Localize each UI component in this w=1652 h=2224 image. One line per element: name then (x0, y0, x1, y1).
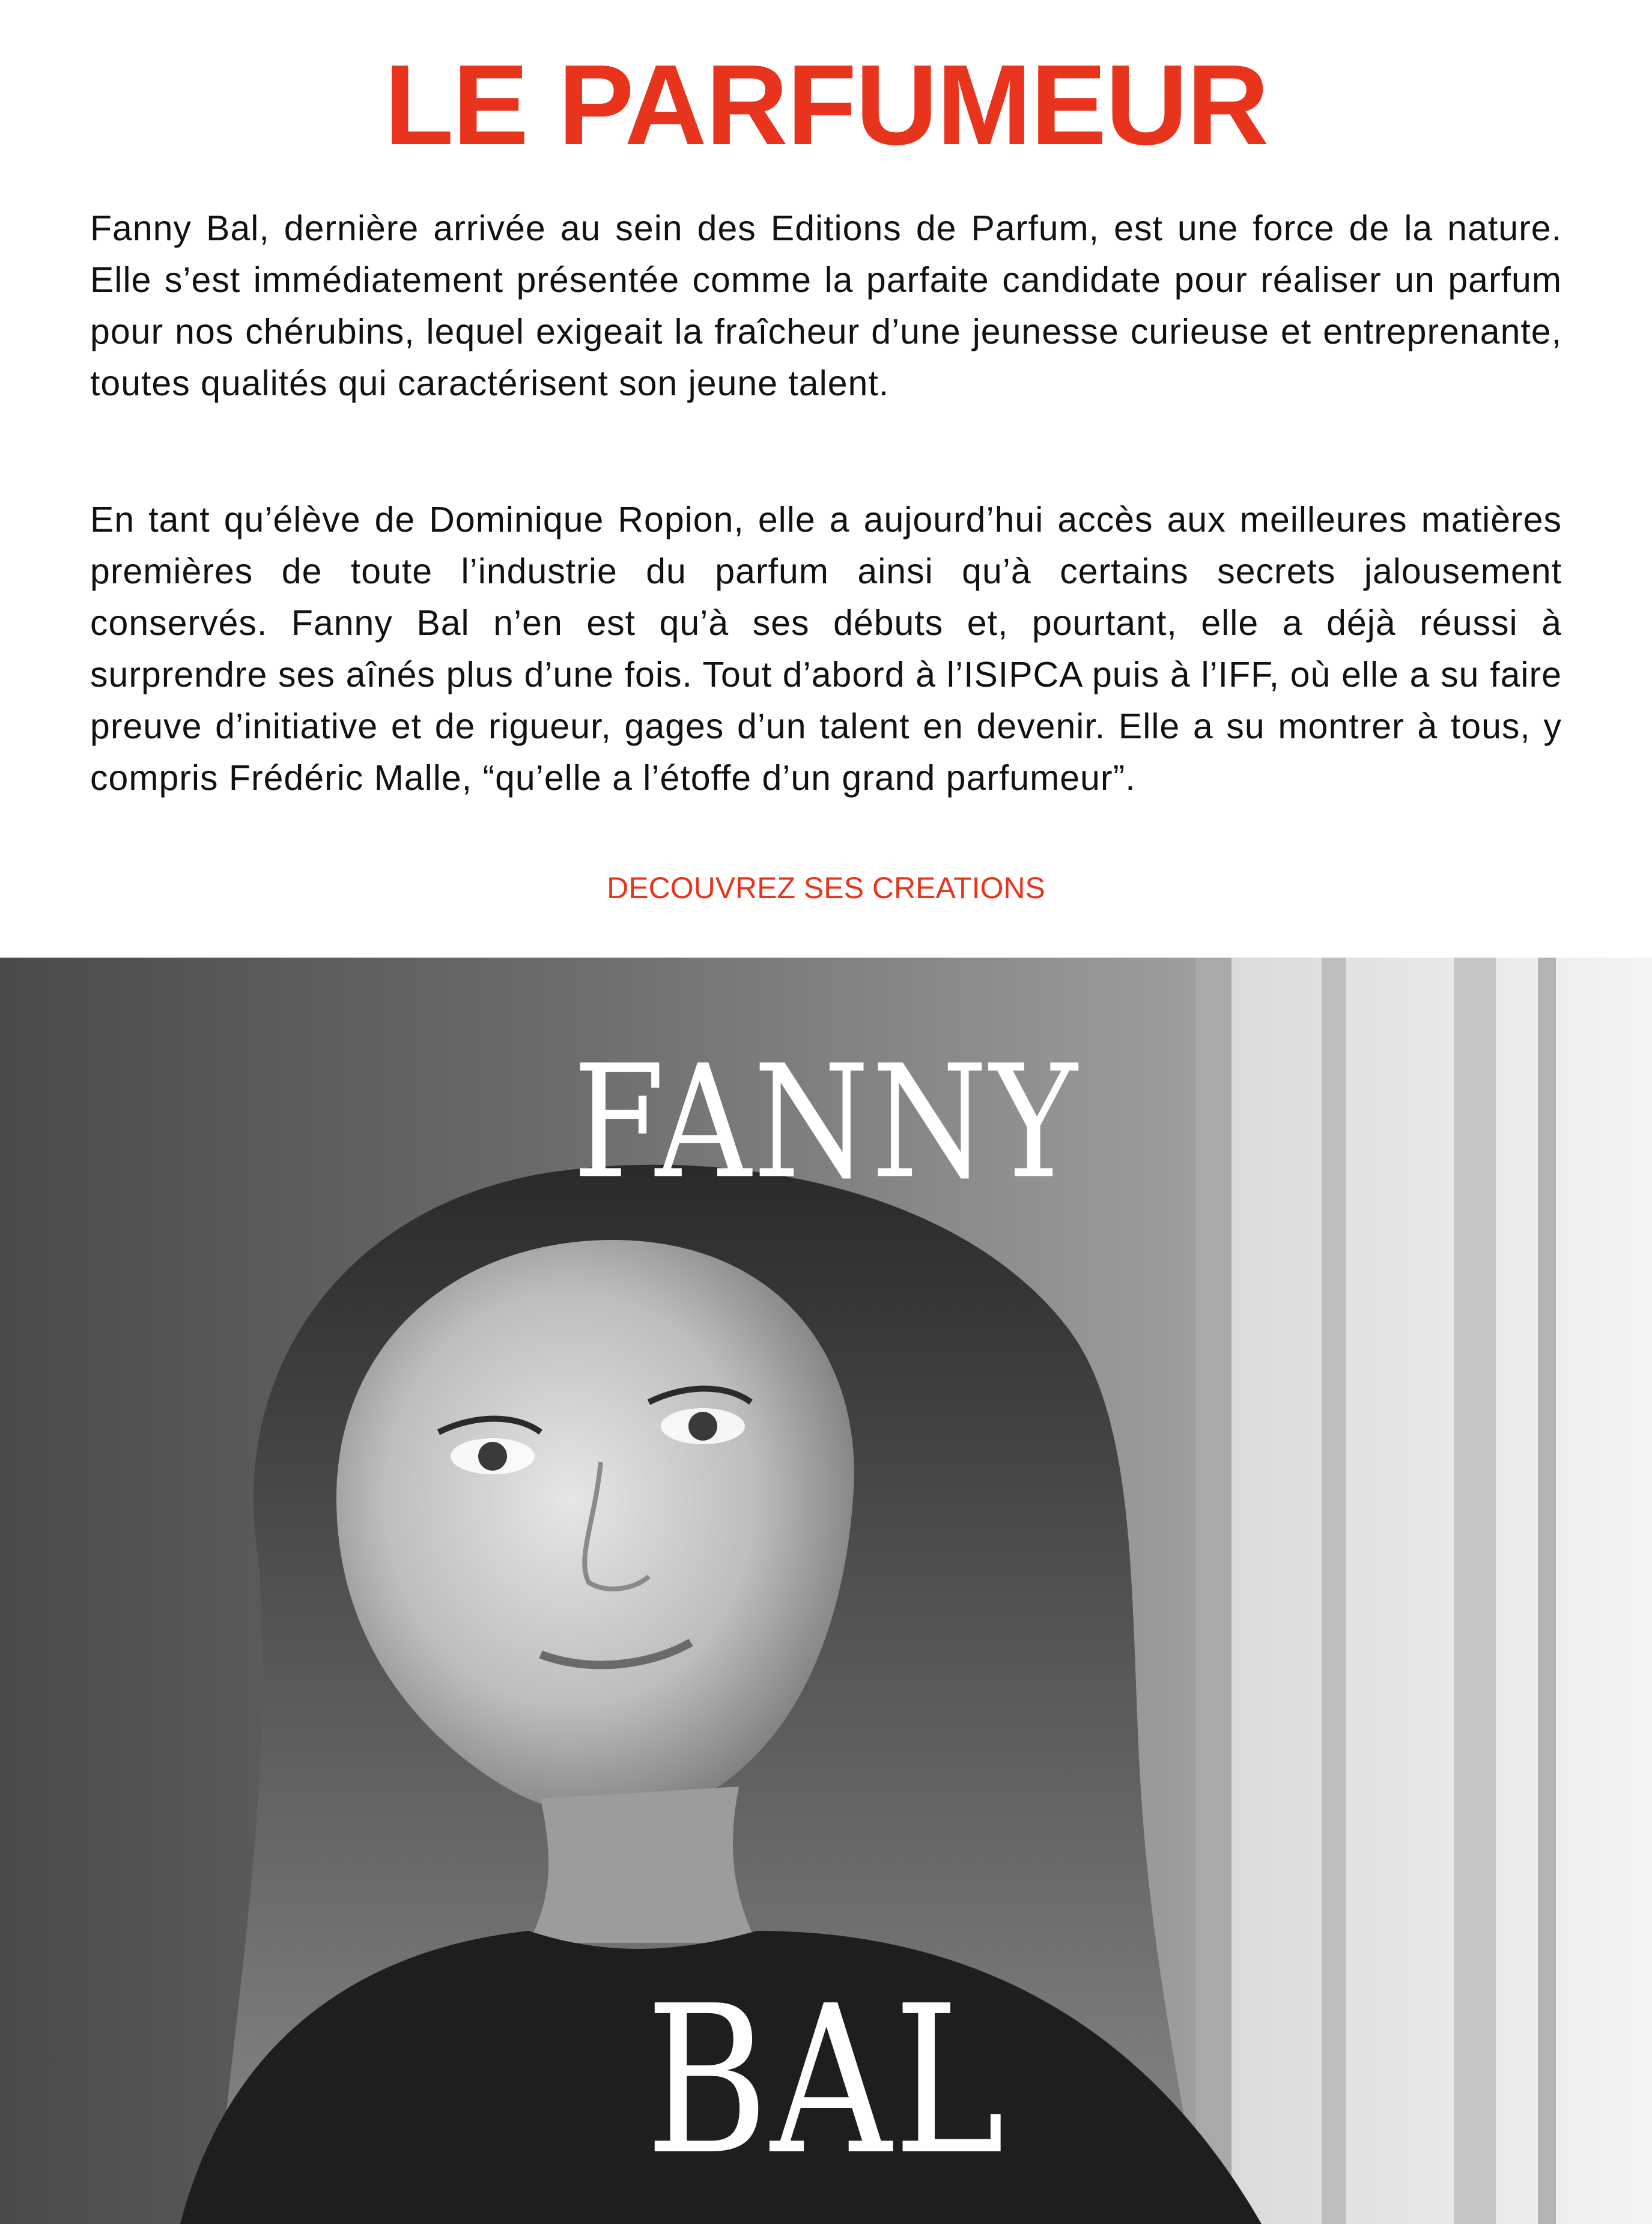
intro-section (0, 0, 1652, 958)
portrait-last-name: BAL (645, 1962, 1007, 2200)
portrait-photo (0, 958, 1652, 2224)
page-title: LE PARFUMEUR (384, 41, 1268, 169)
bio-paragraph-2: En tant qu’élève de Dominique Ropion, elle a aujourd’hui accès aux meilleures matières premières de toute l’industrie du parfum ainsi qu’à certains secrets jalousement conservés. Fanny Bal n’en est qu’à ses débuts et, pourtant, elle a déjà réussi à surprendre ses aînés plus d’une fois. Tout d’abord à l’ISIPCA puis à l’IFF, où elle a su faire preuve d’initiative et de rigueur, gages d’un talent en devenir. Elle a su montrer à tous, y compris Frédéric Malle, “qu’elle a l’étoffe d’un grand parfumeur”. (90, 500, 1562, 798)
bio-paragraph-1: Fanny Bal, dernière arrivée au sein des Editions de Parfum, est une force de la nature. Elle s’est immédiatement présentée comme la parfaite candidate pour réaliser un parfum pour nos chérubins, lequel exigeait la fraîcheur d’une jeunesse curieuse et entreprenante, toutes qualités qui caractérisent son jeune talent. (90, 208, 1562, 403)
portrait-first-name: FANNY (572, 1032, 1080, 1214)
discover-creations-link[interactable]: DECOUVREZ SES CREATIONS (607, 871, 1045, 905)
